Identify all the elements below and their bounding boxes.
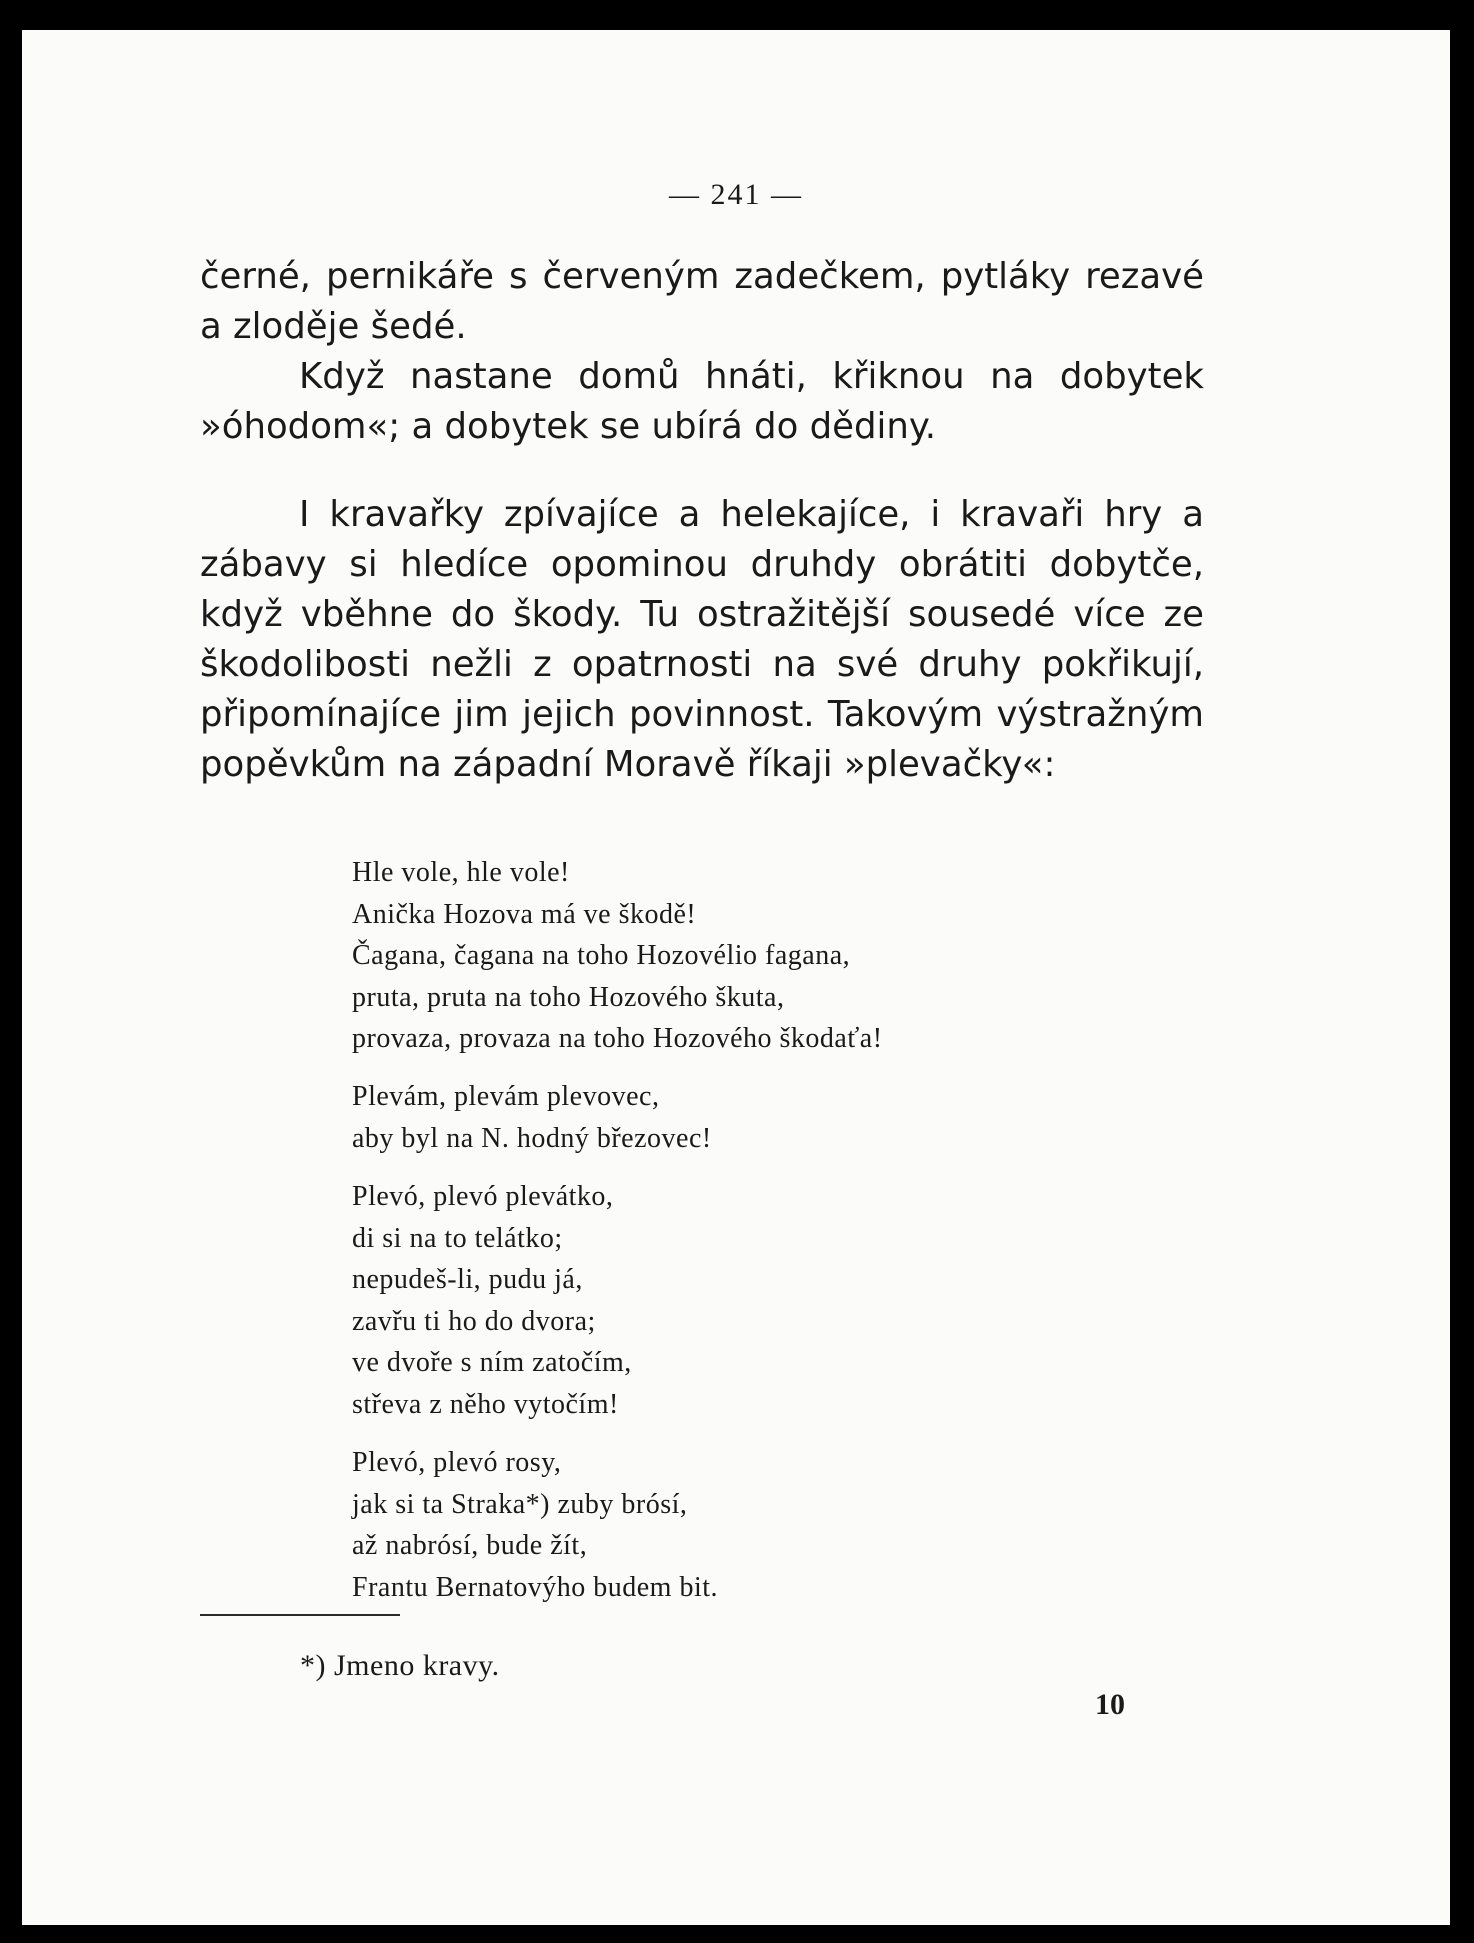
- book-page: [22, 30, 1450, 1925]
- verse-line: nepudeš-li, pudu já,: [352, 1264, 583, 1295]
- verse-line: di si na to telátko;: [352, 1222, 563, 1254]
- page-number: — 241 —: [669, 178, 803, 211]
- verse-stanza-2: [352, 1076, 712, 1159]
- verse-line: Plevó, plevó plevátko,: [352, 1181, 614, 1212]
- signature-mark: 10: [1095, 1688, 1125, 1721]
- verse-line: ve dvoře s ním zatočím,: [352, 1347, 632, 1378]
- verse-stanza-4: [352, 1442, 718, 1608]
- verse-line: Hle vole, hle vole!: [352, 857, 570, 888]
- verse-line: pruta, pruta na toho Hozového škuta,: [352, 981, 785, 1013]
- verse-stanza-3: [352, 1176, 632, 1425]
- verse-line: Plevám, plevám plevovec,: [352, 1081, 660, 1112]
- verse-line: Plevó, plevó rosy,: [352, 1447, 562, 1478]
- verse-line: zavřu ti ho do dvora;: [352, 1305, 596, 1337]
- paragraph-2: Když nastane domů hnáti, křiknou na dobytek »óhodom«; a dobytek se ubírá do dědiny.: [200, 356, 1204, 447]
- verse-line: aby byl na N. hodný březovec!: [352, 1122, 712, 1154]
- verse-line: až nabrósí, bude žít,: [352, 1530, 588, 1561]
- verse-line: Frantu Bernatovýho budem bit.: [352, 1571, 719, 1603]
- verse-line: jak si ta Straka*) zuby brósí,: [352, 1488, 688, 1520]
- verse-stanza-1: [352, 852, 883, 1060]
- footnote: *) Jmeno kravy.: [300, 1649, 500, 1682]
- verse-line: střeva z něho vytočím!: [352, 1388, 619, 1420]
- paragraph-1: černé, pernikáře s červeným zadečkem, pytláky rezavé a zloděje šedé.: [200, 256, 1204, 347]
- verse-line: Čagana, čagana na toho Hozovélio fagana,: [352, 940, 851, 971]
- footnote-rule: [200, 1614, 400, 1616]
- verse-line: Anička Hozova má ve škodě!: [352, 898, 697, 930]
- paragraph-3: I kravařky zpívajíce a helekajíce, i kravaři hry a zábavy si hledíce opominou druhdy obrátiti dobytče, když vběhne do škody. Tu ostražitější sousedé více ze škodolibosti nežli z opatrnosti na své druhy pokřikují, připomínajíce jim jejich povinnost. Takovým výstražným popěvkům na západní Moravě říkaji »plevačky«:: [200, 494, 1204, 785]
- verse-line: provaza, provaza na toho Hozového škodaťa!: [352, 1023, 883, 1054]
